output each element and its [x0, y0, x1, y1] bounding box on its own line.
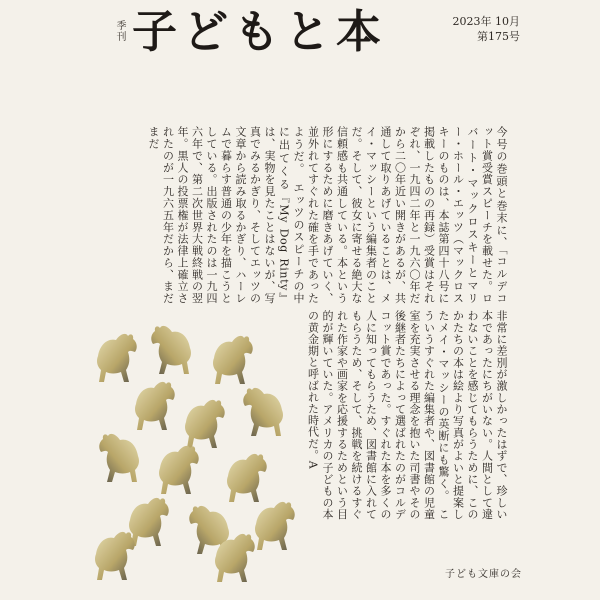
- horse-mark: [151, 326, 191, 374]
- horse-mark: [243, 388, 283, 436]
- issue-number: 第175号: [477, 30, 520, 43]
- horse-mark: [227, 454, 267, 502]
- quarterly-label: 季刊: [114, 20, 125, 42]
- horse-mark: [95, 532, 135, 580]
- article-paragraph-bottom: 非常に差別が激しかったはずで、珍しい本であったにちがいない。人間として違わないことを感じてもらうために、このかたちの本は絵より写真がよいと提案したメイ・マッシーの英断にも驚く。 こういうすぐれた編集者や、図書館の児童室を充実させる理念を抱いた司書やその後継者たちによって選ばれたのがコルデコット賞であった。すぐれた本を多くの人に知ってもらうため、図書館に入れてもらうため、そして、挑戦を続けるすぐれた作家や画家を応援するためという目的が輝いていた。アメリカの子どもの本の黄金期と呼ばれた時代だ。A: [306, 310, 508, 520]
- horse-mark: [135, 382, 175, 430]
- horse-mark: [99, 434, 139, 482]
- horse-mark: [185, 400, 225, 448]
- magazine-title: 子どもと本: [132, 5, 388, 58]
- article-text-top: [147, 126, 508, 304]
- horse-illustration: [92, 322, 327, 584]
- horse-mark: [255, 502, 295, 550]
- issue-date: 2023年 10月: [452, 15, 520, 28]
- publisher-name: 子ども文庫の会: [445, 569, 522, 580]
- horse-mark: [159, 446, 199, 494]
- horse-mark: [97, 334, 137, 382]
- horse-mark: [213, 336, 253, 384]
- horse-mark: [129, 498, 169, 546]
- article-paragraph-top: 今号の巻頭と巻末に、「コルデコット賞受賞スピーチを載せた。ロバート・マックロスキーとマリー・ホール・エッツ（マックロスキーのものは、本誌第四十八号に掲載したものの再録）受賞はそれぞれ、一九四二年と一九六〇年だから二〇年近い開きがあるが、共通して取りあげていることは、メイ・マッシーという編集者のことだ。そして、彼女に寄せる絶大な信頼感も共通している。本という形にするために磨きあげていく、並外れてすぐれた確を手であったようだ。 エッツのスピーチの中に出てくる『My Dog Rinty』は、実物を見たことはないが、写真でみるかぎり、そしてエッツの文章から読み取るかぎり、ハーレムで暮らす普通の少年を描こうとしている。出版されたのは一九四六年で、第二次世界大戦終戦の翌年。黒人の投票権が法律上確立されたのが一九六五年だから、まだまだ: [147, 126, 508, 304]
